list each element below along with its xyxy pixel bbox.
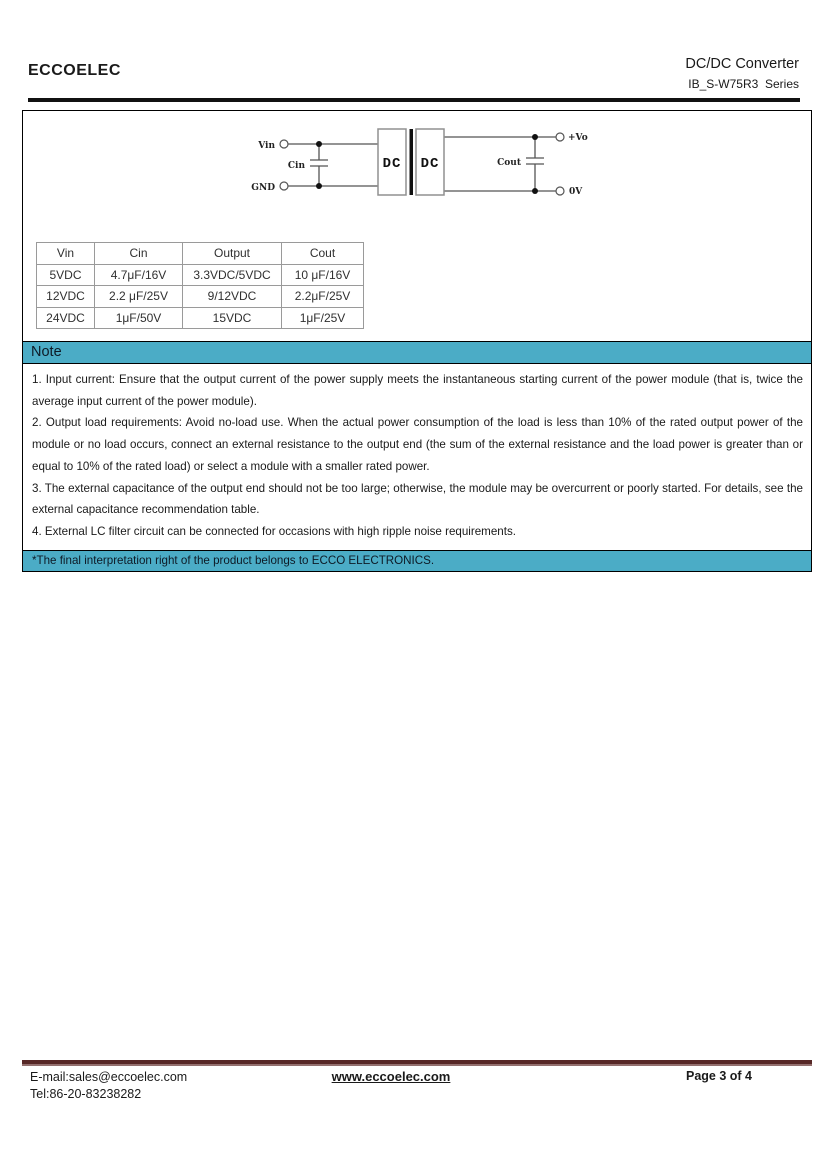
cell: 12VDC: [37, 286, 95, 308]
email-text: E-mail:sales@eccoelec.com: [30, 1070, 188, 1084]
dc-left-label: DC: [382, 156, 402, 172]
zerov-terminal: [556, 187, 564, 195]
website-link[interactable]: www.eccoelec.com: [331, 1069, 451, 1084]
table-row: [37, 286, 364, 308]
interpretation-bar: *The final interpretation right of the product belongs to ECCO ELECTRONICS.: [23, 550, 811, 571]
circuit-diagram: [23, 111, 811, 223]
col-header-cout: Cout: [282, 243, 364, 265]
isolation-bar: [410, 129, 414, 195]
table-header-row: [37, 243, 364, 265]
col-header-output: Output: [183, 243, 282, 265]
zerov-label: 0V: [569, 187, 583, 197]
table-row: [37, 264, 364, 286]
cell: 24VDC: [37, 307, 95, 329]
note-item-1: 1. Input current: Ensure that the output current of the power supply meets the instantaneous starting current of the power module (that is, twice the average input current of the power module).: [32, 373, 803, 408]
gnd-label: GND: [251, 183, 275, 193]
cin-label: Cin: [287, 161, 305, 171]
cell: 15VDC: [183, 307, 282, 329]
vin-label: Vin: [258, 141, 275, 151]
vo-label: +Vo: [568, 133, 588, 143]
note-section-header: Note: [23, 341, 811, 363]
cell: 2.2μF/25V: [282, 286, 364, 308]
table-row: [37, 307, 364, 329]
company-logo-text: ECCOELEC: [28, 62, 121, 79]
header-right: [685, 56, 799, 91]
vin-terminal: [280, 140, 288, 148]
series-name: IB_S-W75R3 Series: [688, 77, 799, 91]
vo-terminal: [556, 133, 564, 141]
cell: 2.2 μF/25V: [95, 286, 183, 308]
cout-label: Cout: [497, 158, 521, 168]
gnd-terminal: [280, 182, 288, 190]
footer-divider: [22, 1060, 812, 1066]
header-divider: [28, 98, 800, 102]
col-header-cin: Cin: [95, 243, 183, 265]
page-number: Page 3 of 4: [686, 1069, 752, 1083]
note-item-3: 3. The external capacitance of the output end should not be too large; otherwise, the module may be overcurrent or poorly started. For details, see the external capacitance recommendation table.: [32, 481, 803, 517]
product-title: DC/DC Converter: [685, 56, 799, 72]
cell: 4.7μF/16V: [95, 264, 183, 286]
cell: 1μF/25V: [282, 307, 364, 329]
cell: 3.3VDC/5VDC: [183, 264, 282, 286]
content-box: [22, 110, 812, 572]
cell: 10 μF/16V: [282, 264, 364, 286]
cell: 1μF/50V: [95, 307, 183, 329]
note-item-2: 2. Output load requirements: Avoid no-load use. When the actual power consumption of the load is less than 10% of the rated output power of the module or no load occurs, connect an external resistance to the output end (the sum of the external resistance and the load power is greater than or equal to 10% of the rated load) or select a module with a smaller rated power.: [32, 416, 803, 473]
telephone-text: Tel:86-20-83238282: [30, 1086, 142, 1101]
note-item-4: 4. External LC filter circuit can be connected for occasions with high ripple noise requirements.: [32, 524, 516, 538]
circuit-diagram-svg: [251, 123, 596, 215]
cell: 5VDC: [37, 264, 95, 286]
col-header-vin: Vin: [37, 243, 95, 265]
capacitor-table: [36, 242, 364, 329]
cell: 9/12VDC: [183, 286, 282, 308]
note-body: [23, 363, 811, 550]
dc-right-label: DC: [420, 156, 440, 172]
